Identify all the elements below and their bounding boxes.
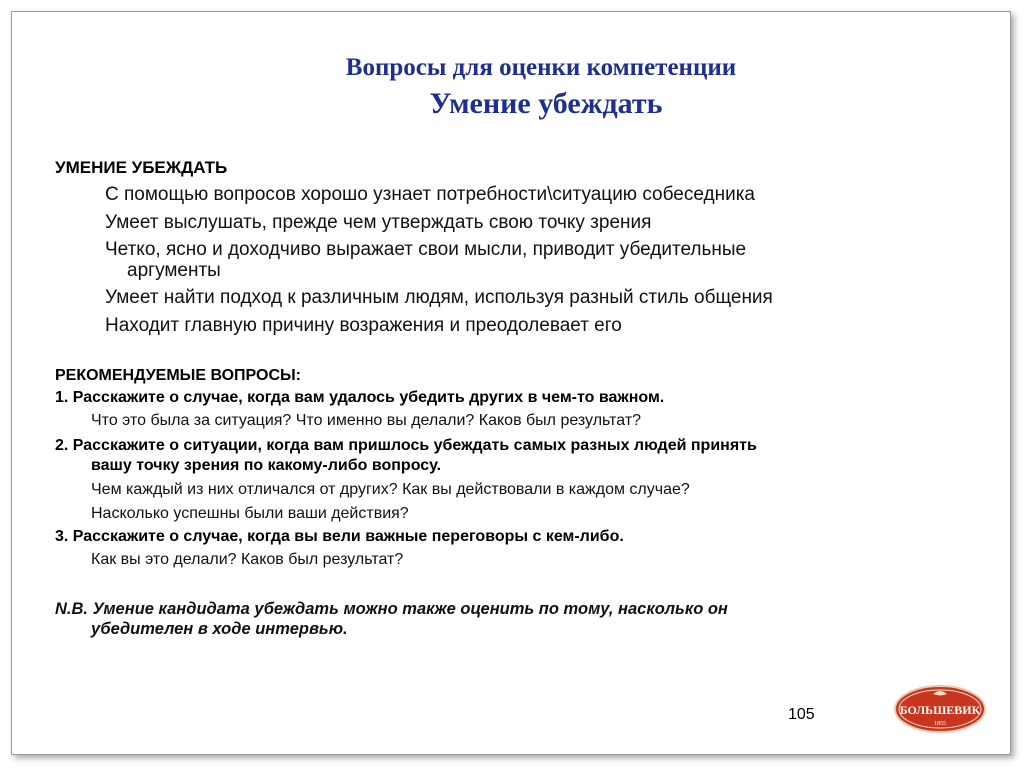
question-3: 3. Расскажите о случае, когда вы вели важные переговоры с кем-либо.: [55, 528, 624, 545]
behavior-item: Умеет найти подход к различным людям, используя разный стиль общения: [105, 287, 773, 308]
page-number: 105: [788, 706, 815, 723]
behavior-item: Умеет выслушать, прежде чем утверждать свою точку зрения: [105, 212, 652, 233]
question-2-followup: Насколько успешны были ваши действия?: [91, 505, 409, 522]
nota-bene-continuation: убедителен в ходе интервью.: [91, 620, 348, 638]
behavior-item: С помощью вопросов хорошо узнает потребности\ситуацию собеседника: [105, 184, 755, 205]
svg-text:БОЛЬШЕВИК: БОЛЬШЕВИК: [899, 703, 981, 717]
nota-bene-line: N.B. Умение кандидата убеждать можно также оценить по тому, насколько он: [55, 600, 728, 618]
question-2: 2. Расскажите о ситуации, когда вам пришлось убеждать самых разных людей принять: [55, 437, 757, 454]
bolshevik-logo: [893, 682, 987, 734]
question-2-followup: Чем каждый из них отличался от других? Как вы действовали в каждом случае?: [91, 481, 690, 498]
question-1: 1. Расскажите о случае, когда вам удалось убедить других в чем-то важном.: [55, 389, 665, 406]
behavior-item-continuation: аргументы: [127, 260, 221, 281]
competency-heading: УМЕНИЕ УБЕЖДАТЬ: [55, 158, 228, 177]
question-1-followup: Что это была за ситуация? Что именно вы делали? Каков был результат?: [91, 412, 642, 429]
behavior-item: Четко, ясно и доходчиво выражает свои мысли, приводит убедительные: [105, 239, 747, 260]
svg-text:1855: 1855: [934, 721, 946, 727]
slide-title: Вопросы для оценки компетенции: [345, 54, 737, 81]
slide-subtitle: Умение убеждать: [429, 87, 663, 120]
behavior-item: Находит главную причину возражения и преодолевает его: [105, 315, 622, 336]
question-3-followup: Как вы это делали? Каков был результат?: [91, 551, 404, 568]
question-2-continuation: вашу точку зрения по какому-либо вопросу.: [91, 457, 442, 474]
bolshevik-logo-icon: [893, 682, 987, 734]
recommended-questions-heading: РЕКОМЕНДУЕМЫЕ ВОПРОСЫ:: [55, 367, 301, 384]
